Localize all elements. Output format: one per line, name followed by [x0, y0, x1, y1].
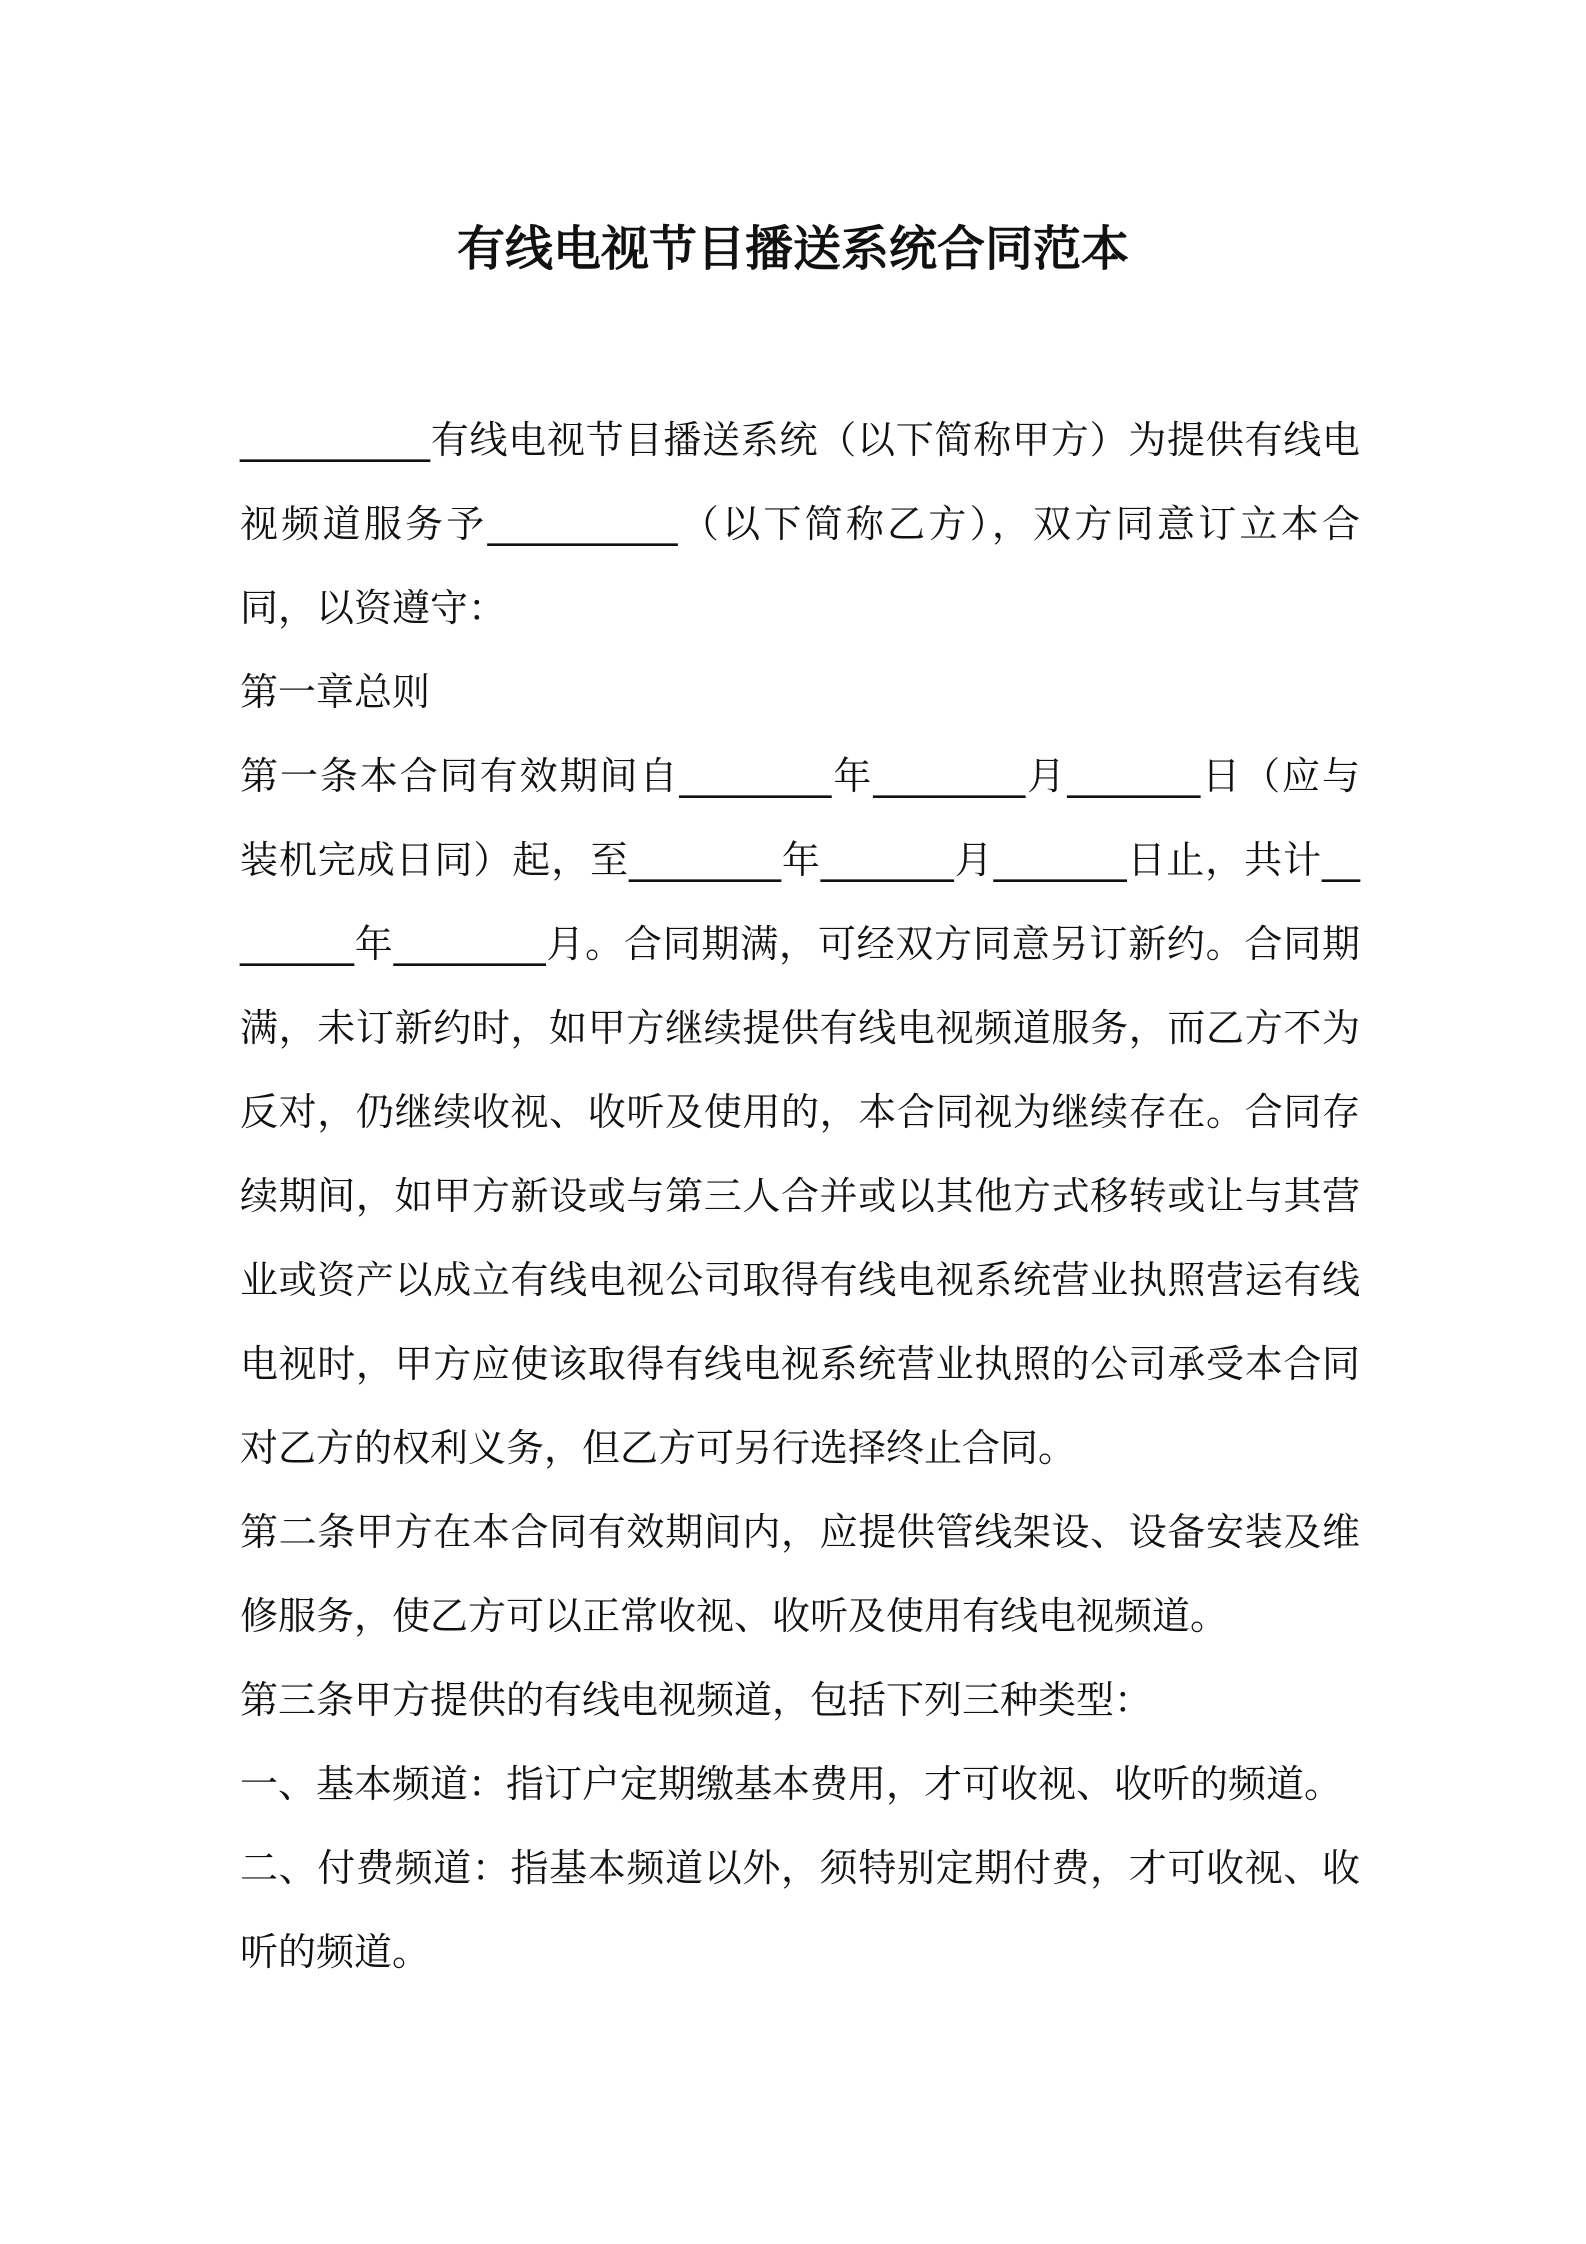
channel-type-2-paragraph: 二、付费频道：指基本频道以外，须特别定期付费，才可收视、收听的频道。: [240, 1846, 1360, 1974]
article-1-paragraph: 第一条本合同有效期间自________年________月_______日（应与装机完成日同）起，至________年_______月_______日止，共计________年________月。合同期满，可经双方同意另订新约。合同期满，未订新约时，如甲方继续提供有线电视频道服务，而乙方不为反对，仍继续收视、收听及使用的，本合同视为继续存在。合同存续期间，如甲方新设或与第三人合并或以其他方式移转或让与其营业或资产以成立有线电视公司取得有线电视系统营业执照营运有线电视时，甲方应使该取得有线电视系统营业执照的公司承受本合同对乙方的权利义务，但乙方可另行选择终止合同。: [240, 754, 1360, 1470]
channel-type-1-paragraph: 一、基本频道：指订户定期缴基本费用，才可收视、收听的频道。: [240, 1762, 1343, 1806]
document-body: [240, 398, 1360, 1994]
document-title: 有线电视节目播送系统合同范本: [456, 221, 1129, 277]
article-2-paragraph: 第二条甲方在本合同有效期间内，应提供管线架设、设备安装及维修服务，使乙方可以正常收视、收听及使用有线电视频道。: [240, 1510, 1360, 1638]
intro-paragraph: __________有线电视节目播送系统（以下简称甲方）为提供有线电视频道服务予__________（以下简称乙方），双方同意订立本合同，以资遵守：: [240, 418, 1360, 630]
article-3-paragraph: 第三条甲方提供的有线电视频道，包括下列三种类型：: [240, 1678, 1153, 1722]
chapter-heading: 第一章总则: [240, 670, 431, 714]
